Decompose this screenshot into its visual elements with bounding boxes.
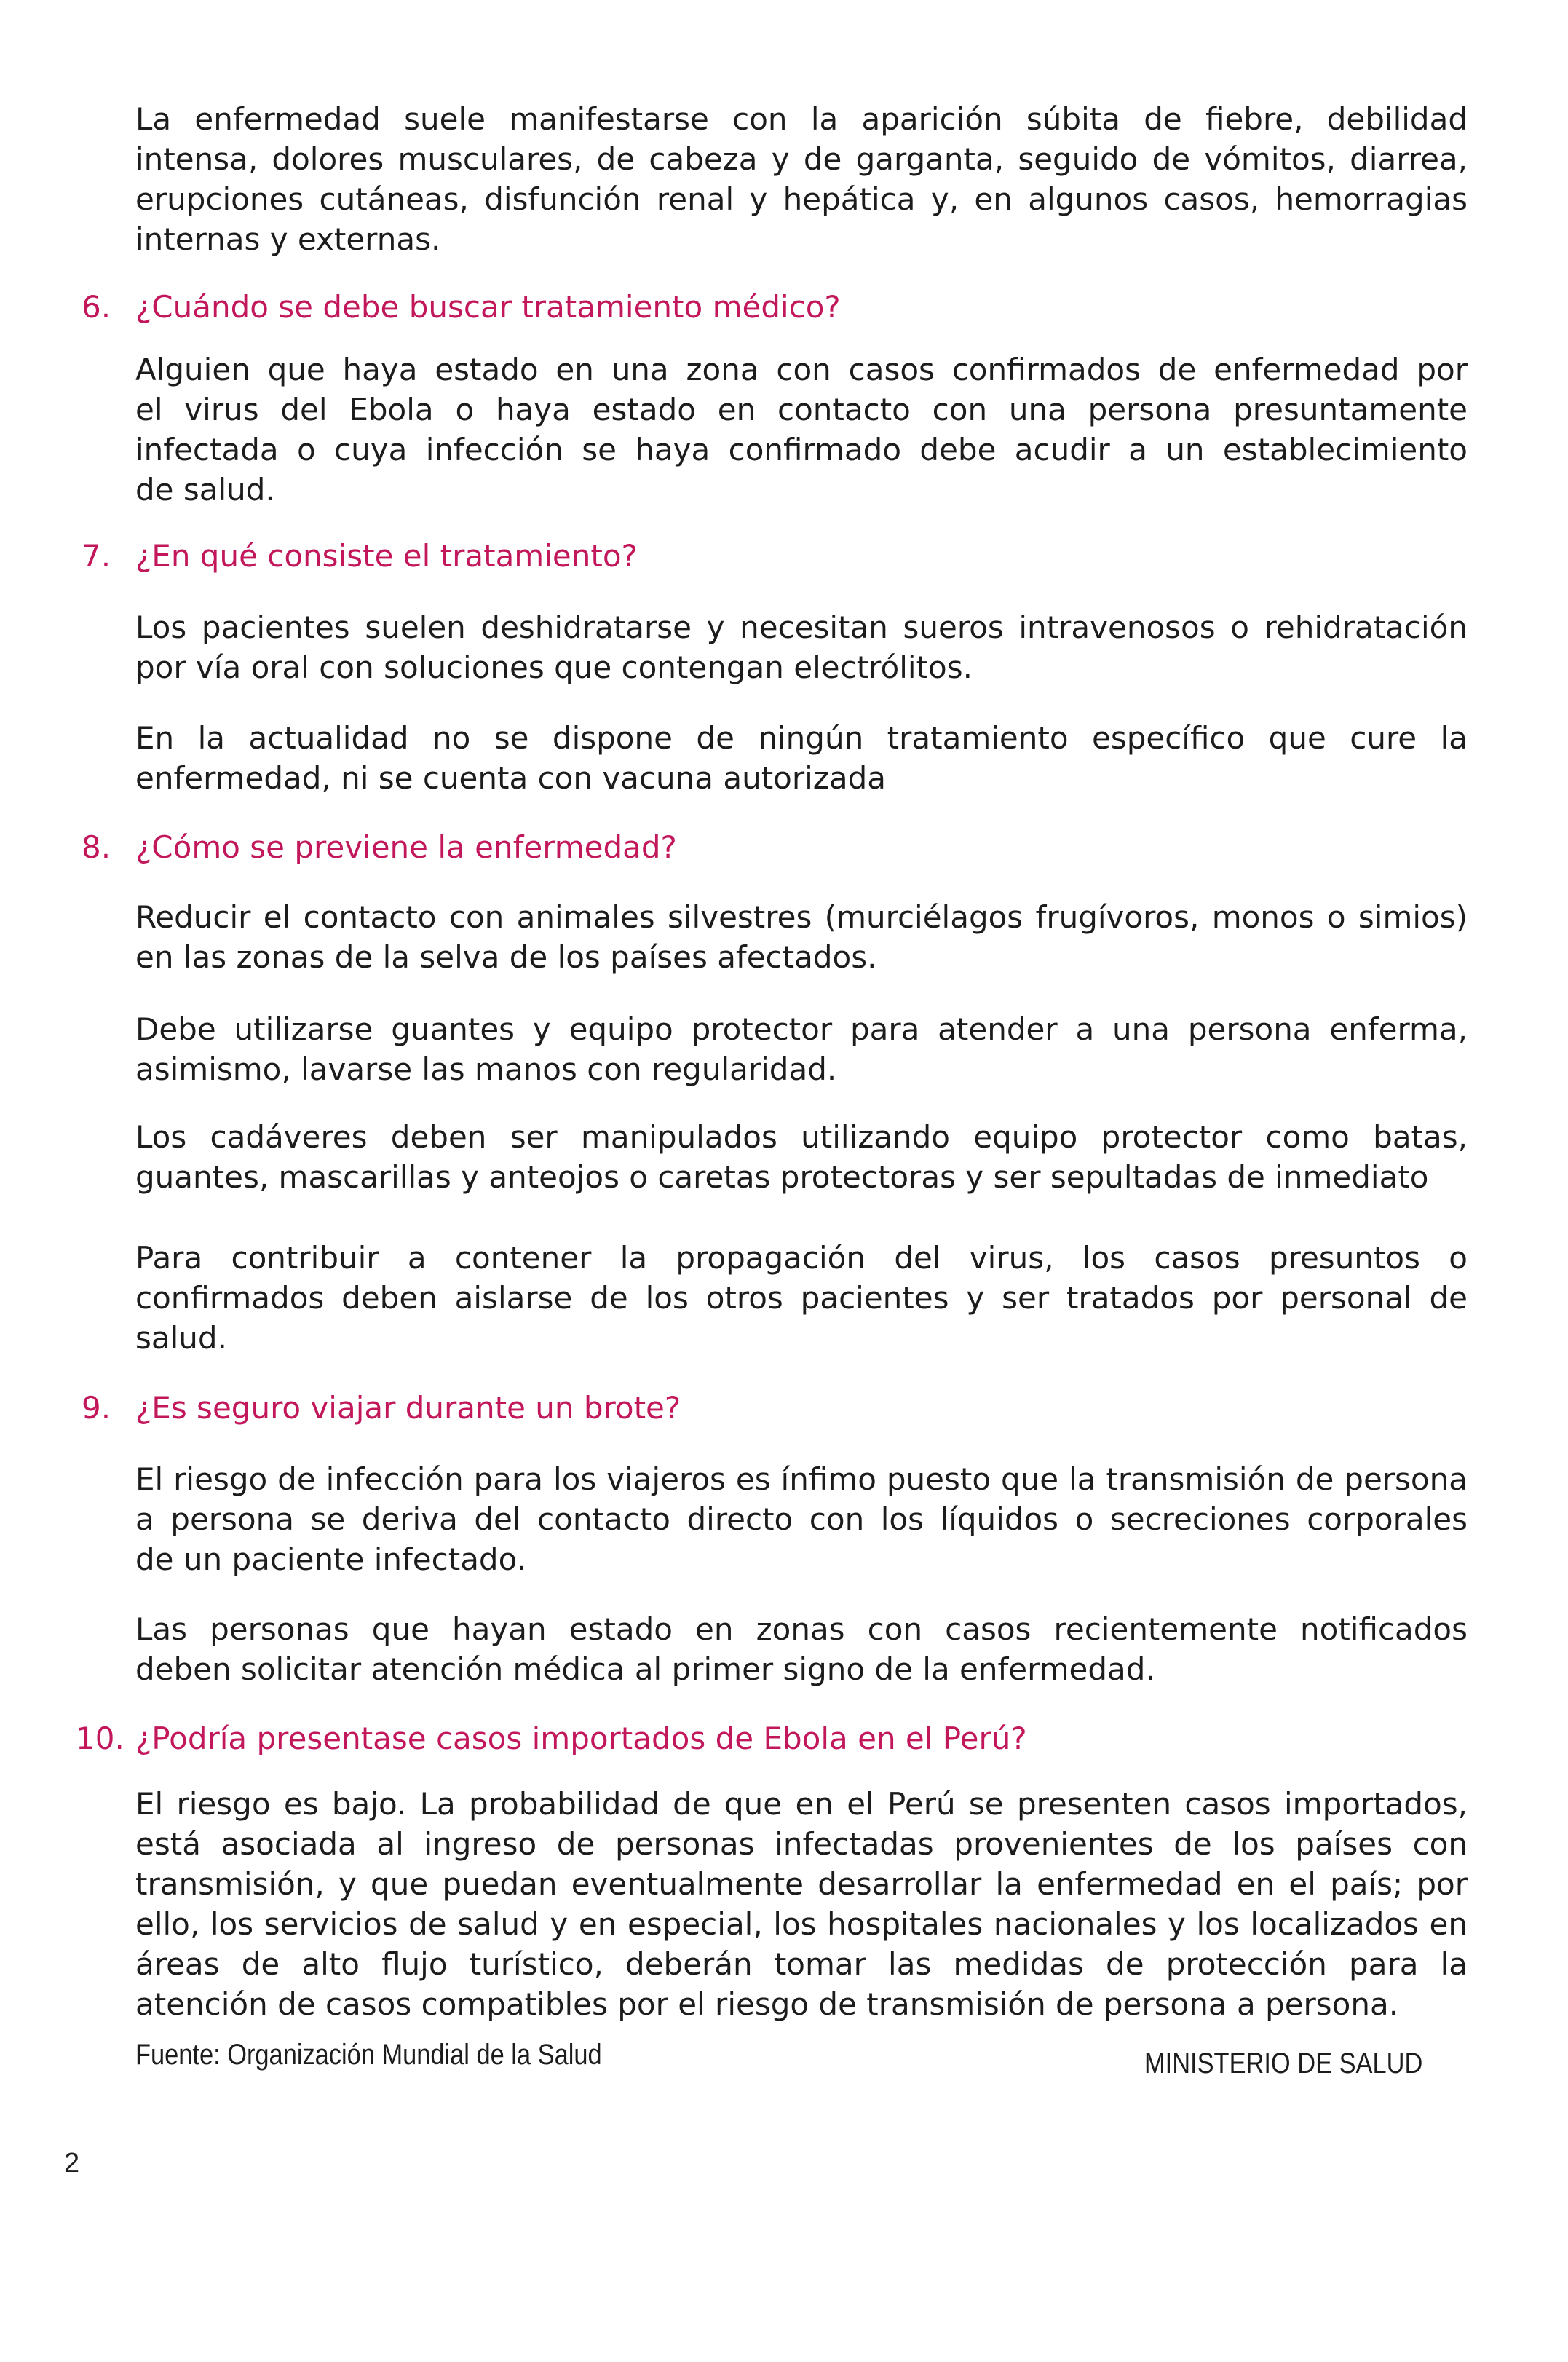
text-line: Reducir el contacto con animales silvestres (murciélagos frugívoros, monos o simios) bbox=[135, 899, 1468, 935]
question-number: 8. bbox=[82, 829, 111, 865]
intro-paragraph bbox=[135, 99, 1468, 259]
question-number: 7. bbox=[82, 538, 111, 574]
text-line: El riesgo de infección para los viajeros es ínfimo puesto que la transmisión de persona bbox=[135, 1461, 1468, 1497]
text-line: transmisión, y que puedan eventualmente desarrollar la enfermedad en el país; por bbox=[135, 1866, 1468, 1902]
text-line: En la actualidad no se dispone de ningún tratamiento específico que cure la bbox=[135, 720, 1468, 756]
text-line: intensa, dolores musculares, de cabeza y de garganta, seguido de vómitos, diarrea, bbox=[135, 141, 1468, 177]
answer-paragraph bbox=[135, 607, 1468, 687]
question-heading-7 bbox=[82, 536, 638, 576]
text-line: Para contribuir a contener la propagación del virus, los casos presuntos o bbox=[135, 1240, 1468, 1276]
answer-paragraph bbox=[135, 718, 1468, 798]
question-heading-6 bbox=[82, 287, 841, 327]
question-text: ¿Podría presentase casos importados de Ebola en el Perú? bbox=[135, 1721, 1027, 1756]
text-line: confirmados deben aislarse de los otros pacientes y ser tratados por personal de bbox=[135, 1280, 1468, 1316]
text-line: Los cadáveres deben ser manipulados utilizando equipo protector como batas, bbox=[135, 1119, 1468, 1155]
text-line: de un paciente infectado. bbox=[135, 1541, 526, 1577]
answer-paragraph bbox=[135, 1009, 1468, 1089]
question-heading-9 bbox=[82, 1388, 681, 1428]
question-text: ¿Cuándo se debe buscar tratamiento médico? bbox=[135, 289, 841, 325]
text-line: está asociada al ingreso de personas infectadas provenientes de los países con bbox=[135, 1826, 1468, 1862]
question-heading-8 bbox=[82, 827, 677, 867]
text-line: internas y externas. bbox=[135, 221, 441, 257]
text-line: El riesgo es bajo. La probabilidad de que en el Perú se presenten casos importados, bbox=[135, 1786, 1468, 1822]
text-line: guantes, mascarillas y anteojos o caretas protectoras y ser sepultadas de inmediato bbox=[135, 1159, 1429, 1195]
text-line: Los pacientes suelen deshidratarse y necesitan sueros intravenosos o rehidratación bbox=[135, 609, 1468, 645]
answer-paragraph bbox=[135, 897, 1468, 977]
answer-paragraph bbox=[135, 349, 1468, 510]
source-footer: Fuente: Organización Mundial de la Salud bbox=[135, 2039, 602, 2071]
text-line: asimismo, lavarse las manos con regularidad. bbox=[135, 1051, 837, 1087]
text-line: el virus del Ebola o haya estado en contacto con una persona presuntamente bbox=[135, 392, 1468, 427]
text-line: por vía oral con soluciones que contengan electrólitos. bbox=[135, 649, 973, 685]
answer-paragraph bbox=[135, 1117, 1468, 1197]
text-line: La enfermedad suele manifestarse con la aparición súbita de fiebre, debilidad bbox=[135, 101, 1468, 137]
answer-paragraph bbox=[135, 1784, 1468, 2024]
question-text: ¿En qué consiste el tratamiento? bbox=[135, 538, 638, 574]
text-line: Las personas que hayan estado en zonas con casos recientemente notificados bbox=[135, 1611, 1468, 1647]
question-number: 6. bbox=[82, 289, 111, 325]
text-line: atención de casos compatibles por el riesgo de transmisión de persona a persona. bbox=[135, 1986, 1399, 2022]
text-line: áreas de alto flujo turístico, deberán tomar las medidas de protección para la bbox=[135, 1946, 1468, 1982]
text-line: de salud. bbox=[135, 472, 275, 507]
question-heading-10 bbox=[76, 1718, 1027, 1758]
answer-paragraph bbox=[135, 1609, 1468, 1689]
answer-paragraph bbox=[135, 1459, 1468, 1579]
page-number: 2 bbox=[64, 2148, 80, 2179]
text-line: Debe utilizarse guantes y equipo protector para atender a una persona enferma, bbox=[135, 1011, 1468, 1047]
text-line: salud. bbox=[135, 1320, 227, 1356]
question-number: 9. bbox=[82, 1390, 111, 1426]
question-text: ¿Cómo se previene la enfermedad? bbox=[135, 829, 677, 865]
ministry-footer: MINISTERIO DE SALUD bbox=[1144, 2047, 1423, 2079]
text-line: a persona se deriva del contacto directo con los líquidos o secreciones corporales bbox=[135, 1501, 1468, 1537]
text-line: infectada o cuya infección se haya confirmado debe acudir a un establecimiento bbox=[135, 432, 1468, 467]
text-line: en las zonas de la selva de los países afectados. bbox=[135, 939, 877, 975]
text-line: deben solicitar atención médica al primer signo de la enfermedad. bbox=[135, 1651, 1155, 1687]
answer-paragraph bbox=[135, 1238, 1468, 1358]
text-line: Alguien que haya estado en una zona con casos confirmados de enfermedad por bbox=[135, 352, 1468, 387]
question-text: ¿Es seguro viajar durante un brote? bbox=[135, 1390, 681, 1426]
text-line: enfermedad, ni se cuenta con vacuna autorizada bbox=[135, 760, 886, 796]
text-line: erupciones cutáneas, disfunción renal y hepática y, en algunos casos, hemorragias bbox=[135, 181, 1468, 217]
question-number: 10. bbox=[76, 1721, 124, 1756]
text-line: ello, los servicios de salud y en especial, los hospitales nacionales y los localizados en bbox=[135, 1906, 1468, 1942]
